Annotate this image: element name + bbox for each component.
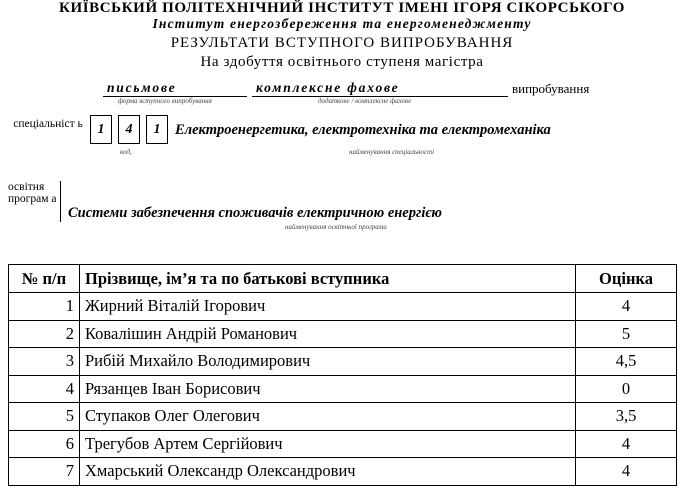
institute-title: Інститут енергозбереження та енергоменеджменту bbox=[152, 16, 532, 31]
table-row bbox=[9, 430, 677, 458]
program-name: Системи забезпечення споживачів електричною енергією bbox=[68, 205, 442, 221]
applicant-name: Ковалішин Андрій Романович bbox=[80, 320, 576, 348]
exam-suffix: випробування bbox=[512, 81, 590, 96]
program-divider bbox=[60, 181, 61, 222]
table-row bbox=[9, 375, 677, 403]
specialty-code-digit-1: 1 bbox=[90, 115, 112, 144]
column-header-name: Прізвище, ім’я та по батькові вступника bbox=[80, 265, 576, 293]
program-name-caption: найменування освітньої програми bbox=[285, 223, 387, 231]
applicant-grade: 0 bbox=[576, 375, 677, 403]
exam-type-value: комплексне фахове bbox=[252, 80, 508, 97]
document-title: РЕЗУЛЬТАТИ ВСТУПНОГО ВИПРОБУВАННЯ bbox=[170, 35, 514, 51]
specialty-name: Електроенергетика, електротехніка та електромеханіка bbox=[175, 122, 551, 138]
row-number: 4 bbox=[9, 375, 80, 403]
table-row bbox=[9, 348, 677, 376]
applicant-name: Жирний Віталій Ігорович bbox=[80, 293, 576, 321]
specialty-label: спеціальніст ь bbox=[13, 118, 83, 130]
applicant-grade: 4,5 bbox=[576, 348, 677, 376]
column-header-grade: Оцінка bbox=[576, 265, 677, 293]
specialty-code-caption: код, bbox=[120, 148, 132, 156]
applicant-name: Ступаков Олег Олегович bbox=[80, 403, 576, 431]
exam-type-caption: додаткове / комплексне фахове bbox=[318, 97, 412, 105]
row-number: 5 bbox=[9, 403, 80, 431]
applicant-name: Хмарський Олександр Олександрович bbox=[80, 458, 576, 486]
applicant-name: Рибій Михайло Володимирович bbox=[80, 348, 576, 376]
results-table bbox=[8, 264, 677, 486]
applicant-grade: 3,5 bbox=[576, 403, 677, 431]
degree-subtitle: На здобуття освітнього ступеня магістра bbox=[200, 54, 484, 70]
applicant-name: Рязанцев Іван Борисович bbox=[80, 375, 576, 403]
specialty-name-caption: найменування спеціальності bbox=[349, 148, 435, 156]
row-number: 6 bbox=[9, 430, 80, 458]
applicant-grade: 4 bbox=[576, 458, 677, 486]
table-row bbox=[9, 320, 677, 348]
table-row bbox=[9, 293, 677, 321]
specialty-code-digit-3: 1 bbox=[146, 115, 168, 144]
table-row bbox=[9, 458, 677, 486]
exam-form-caption: форма вступного випробування bbox=[118, 97, 212, 105]
applicant-name: Трегубов Артем Сергійович bbox=[80, 430, 576, 458]
row-number: 2 bbox=[9, 320, 80, 348]
column-header-number: № п/п bbox=[9, 265, 80, 293]
table-row bbox=[9, 403, 677, 431]
table-header-row bbox=[9, 265, 677, 293]
applicant-grade: 5 bbox=[576, 320, 677, 348]
applicant-grade: 4 bbox=[576, 293, 677, 321]
row-number: 7 bbox=[9, 458, 80, 486]
exam-form-value: письмове bbox=[103, 80, 247, 97]
specialty-code-digit-2: 4 bbox=[118, 115, 140, 144]
row-number: 3 bbox=[9, 348, 80, 376]
university-title: КИЇВСЬКИЙ ПОЛІТЕХНІЧНИЙ ІНСТИТУТ ІМЕНІ ІГОРЯ СІКОРСЬКОГО bbox=[58, 0, 626, 16]
row-number: 1 bbox=[9, 293, 80, 321]
applicant-grade: 4 bbox=[576, 430, 677, 458]
program-label: освітня програм а bbox=[8, 181, 57, 205]
